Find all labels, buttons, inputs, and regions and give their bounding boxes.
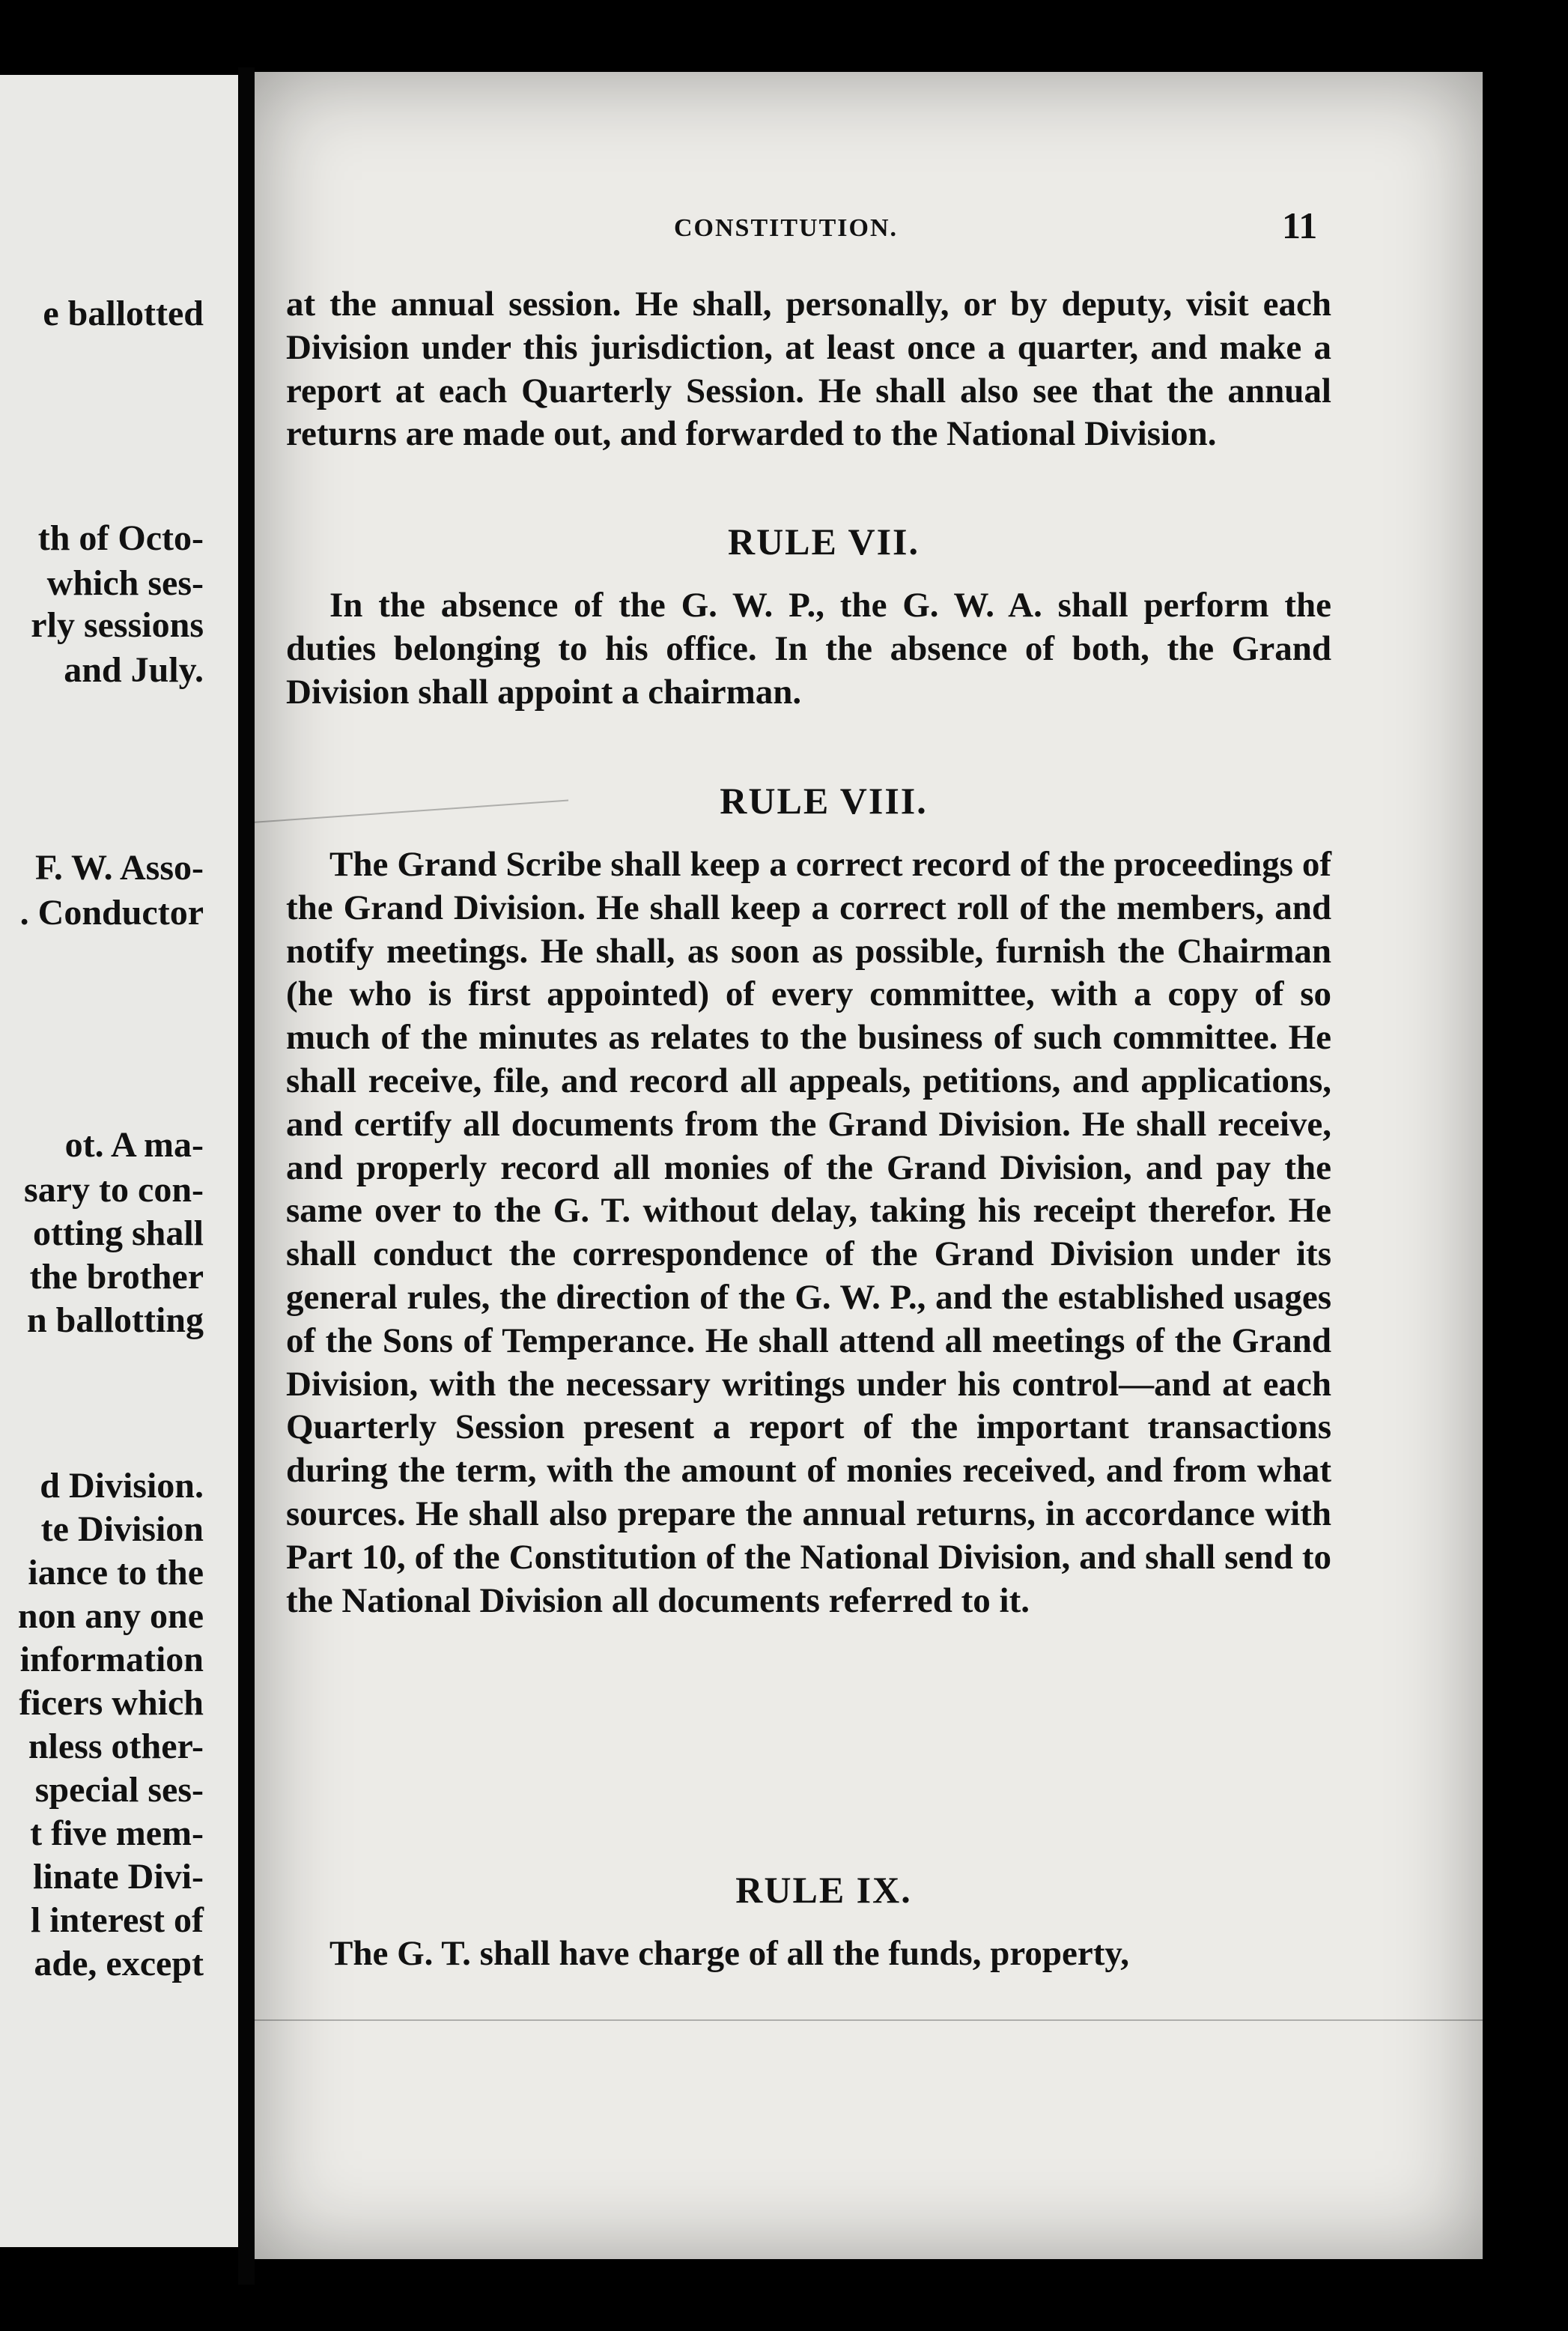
page-divider-line: [255, 2019, 1483, 2021]
left-page-line: e ballotted: [43, 294, 204, 333]
left-page-line: d Division.: [40, 1466, 204, 1506]
left-page-line: rly sessions: [31, 605, 204, 645]
right-page: [255, 72, 1483, 2259]
running-head: CONSTITUTION.: [674, 214, 899, 242]
left-page-line: the brother: [29, 1257, 204, 1297]
left-page-line: sary to con-: [24, 1170, 204, 1210]
rule-ix-block: [286, 1933, 1331, 1976]
page-number: 11: [1282, 204, 1318, 246]
continuation-paragraph-block: [286, 283, 1331, 456]
rule-viii-heading: RULE VIII.: [720, 780, 928, 822]
rule-vii-block: [286, 584, 1331, 714]
left-page-line: ot. A ma-: [64, 1125, 204, 1165]
left-page-line: nless other-: [28, 1727, 204, 1766]
rule-viii-block: [286, 843, 1331, 1622]
left-page-line: linate Divi-: [33, 1857, 204, 1897]
left-page-line: information: [19, 1640, 204, 1679]
rule-ix-text: The G. T. shall have charge of all the funds, property,: [329, 1934, 1130, 1973]
left-page-line: ade, except: [34, 1944, 204, 1983]
left-page-line: and July.: [64, 650, 204, 690]
rule-viii-text: The Grand Scribe shall keep a correct record of the proceedings of the Grand Division. He shall keep a correct roll of the members, and notify meetings. He shall, as soon as possible, furnish the Chairman (he who is first appointed) of every committee, with a copy of so much of the minutes as relates to the business of such committee. He shall receive, file, and record all appeals, petitions, and applications, and certify all documents from the Grand Division. He shall receive, and properly record all monies of the Grand Division, and pay the same over to the G. T. without delay, taking his receipt therefor. He shall conduct the correspondence of the Grand Division under its general rules, the direction of the G. W. P., and the established usages of the Sons of Temperance. He shall attend all meetings of the Grand Division, with the necessary writings under his control—and at each Quarterly Session present a report of the important transactions during the term, with the amount of monies received, and from what sources. He shall also prepare the annual returns, in accordance with Part 10, of the Constitution of the National Division, and shall send to the National Division all documents referred to it.: [286, 845, 1331, 1620]
left-page-line: . Conductor: [19, 893, 204, 933]
book-gutter: [238, 67, 255, 2285]
left-page-line: ficers which: [19, 1683, 204, 1723]
left-page-line: which ses-: [46, 563, 204, 603]
left-page-line: iance to the: [28, 1553, 204, 1592]
left-page-fragment: [0, 75, 238, 2247]
left-page-line: F. W. Asso-: [35, 848, 204, 888]
left-page-line: otting shall: [32, 1213, 204, 1253]
left-page-line: non any one: [17, 1596, 204, 1636]
rule-vii-heading: RULE VII.: [727, 521, 920, 563]
rule-ix-heading: RULE IX.: [735, 1869, 912, 1911]
rule-vii-text: In the absence of the G. W. P., the G. W. A. shall perform the duties belonging to his office. In the absence of both, the Grand Division shall appoint a chairman.: [286, 586, 1331, 712]
left-page-line: n ballotting: [26, 1300, 204, 1340]
left-page-line: th of Octo-: [37, 518, 204, 558]
left-page-line: l interest of: [30, 1900, 204, 1940]
left-page-line: special ses-: [34, 1770, 204, 1810]
continuation-paragraph: at the annual session. He shall, personally, or by deputy, visit each Division under this jurisdiction, at least once a quarter, and make a report at each Quarterly Session. He shall also see that the annual returns are made out, and forwarded to the National Division.: [286, 285, 1331, 454]
left-page-line: te Division: [40, 1509, 204, 1549]
left-page-line: t five mem-: [30, 1813, 204, 1853]
